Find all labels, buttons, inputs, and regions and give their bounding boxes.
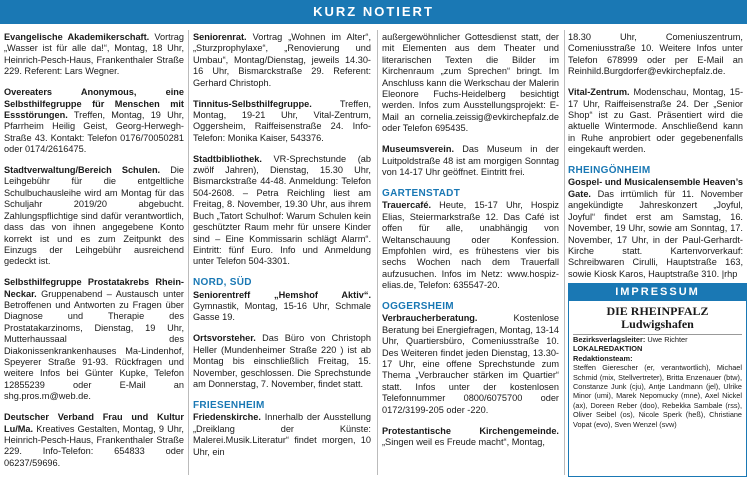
notice-item: [193, 333, 371, 390]
notice-item: [568, 32, 743, 78]
notice-body: Treffen, Montag, 19 Uhr, Pfarrheim Heilig Geist, Georg-Herwegh-Straße 43. Kontakt: Telefon 0176/70050281 oder 0174/2616475.: [4, 109, 184, 155]
notice-body: 18.30 Uhr, Comeniuszentrum, Comeniusstraße 10. Weitere Infos unter Telefon 678999 oder per E-Mail an Reinhild.Burgdorfer@evkirchepfalz.de.: [568, 32, 743, 77]
notice-title: Museumsverein.: [382, 144, 454, 155]
notice-body: Das irrtümlich für 11. November angekündigte Jahreskonzert „Joyful, Joyful“ findet erst am Samstag, 16. November, 19 Uhr, sowie am Sonntag, 17. November, 17 Uhr, in der Paul-Gerhardt-Kirche statt. Kartenvorverkauf: Schreibwaren Cirulli, Hauptstraße 163, sowie Kiosk Karos, Hauptstraße 310. |rhp: [568, 188, 743, 279]
notice-title: Evangelische Akademikerschaft.: [4, 32, 150, 42]
impressum-heading: IMPRESSUM: [569, 284, 746, 301]
newspaper-title: DIE RHEINPFALZ: [606, 304, 709, 318]
notice-item: [4, 277, 184, 402]
notice-title: Protestantische Kirchengemeinde.: [382, 425, 559, 436]
edition-title: Ludwigshafen: [573, 318, 742, 335]
notice-item: [382, 32, 559, 135]
impressum-box: [568, 283, 747, 477]
notice-item: [193, 99, 371, 145]
notice-body: Die Leihgebühr für die entgeltliche Schulbuchausleihe wird am Montag für das Schuljahr 2019/20 abgebucht. Zahlungspflichtige sind dafür verantwortlich, dass das von ihnen angegebene Konto korrekt ist und es zum Zeitpunkt des Einzugs der Leihgebühr ausreichend gedeckt ist.: [4, 165, 184, 267]
notice-title: Ortsvorsteher.: [193, 333, 256, 344]
column-2: [193, 32, 371, 467]
column-1: [4, 32, 184, 479]
notice-item: [193, 154, 371, 268]
district-heading: OGGERSHEIM: [382, 301, 454, 313]
district-heading: FRIESENHEIM: [193, 399, 265, 411]
notice-body: Vortrag „Wasser ist für alle da!“, Montag, 18 Uhr, Heinrich-Pesch-Haus, Frankenthaler Straße 229. Referent: Lars Wegner.: [4, 32, 184, 77]
notice-item: [4, 165, 184, 268]
notice-body: Heute, 15-17 Uhr, Hospiz Elias, Steiermarkstraße 12. Das Café ist offen für alle, unabhängig von Weltanschauung oder Konfession. Empfohlen wird, es frühestens vier bis sechs Wochen nach dem Trauerfall aufzusuchen. Infos im Netz: www.hospiz-elias.de, Telefon: 635547-20.: [382, 200, 559, 291]
notice-item: [382, 313, 559, 416]
notice-title: Selbsthilfegruppe Prostatakrebs Rhein-Neckar.: [4, 277, 184, 299]
notice-body: Treffen, Montag, 19-21 Uhr, Vital-Zentrum, Oggersheim, Raiffeisenstraße 24. Info-Telefon: Monika Kaiser, 543376.: [193, 98, 371, 143]
notice-body: Gruppenabend – Austausch unter Betroffenen und Antworten zu Fragen über Diagnose und Therapie des Prostatakarzinoms, Dienstag, 19 Uhr, Mutterhaussaal des Diakonissenkrankenhauses Ma-Lindenhof, Speyerer Straße 91-93. Rückfragen und weitere Infos bei Günter Kupke, Telefon 12855239 oder E-Mail an shg.pros.m@web.de.: [4, 288, 184, 402]
notice-item: [568, 177, 743, 280]
notice-body: Modenschau, Montag, 15-17 Uhr, Raiffeisenstraße 24. Der „Senior Shop“ ist zu Gast. Präsentiert wird die aktuelle Wintermode. Anschließend kann in Ruhe anprobiert oder gegebenenfalls eingekauft werden.: [568, 87, 743, 155]
notice-body: VR-Sprechstunde (ab zwölf Jahren), Dienstag, 15.30 Uhr, Bismarckstraße 44-48. Anmeldung: Telefon 504-2608. – Petra Reichling liest am Freitag, 8. November, 19.30 Uhr, aus ihrem Buch „Tatort Schulhof: Warum Schulen kein geschützter Raum mehr für unsere Kinder sind – Eine Kommissarin schlägt Alarm“. Eintritt: fünf Euro. Info und Anmeldung unter Telefon 504-3301.: [193, 153, 371, 267]
notice-body: Gymnastik, Montag, 15-16 Uhr, Schmale Gasse 19.: [193, 301, 371, 323]
notice-body: Kostenlose Beratung bei Energiefragen, Montag, 13-14 Uhr, Quartiersbüro, Comeniusstraße 10. Des Weiteren findet jeden Dienstag, 13.30-17 Uhr, eine offene Sprechstunde zum Thema „Verbraucher stärken im Quartier“ statt. Infos unter der kostenlosen Telefonnummer 0800/6075700 oder 0172/3199-205 oder -220.: [382, 313, 559, 415]
editorial-heading: LOKALREDAKTION: [573, 344, 643, 354]
notice-title: Seniorentreff „Hemshof Aktiv“.: [193, 289, 371, 300]
notice-body: Innerhalb der Ausstellung „Dreiklang der Künste: Malerei.Musik.Literatur“ findet morgen, 10 Uhr, ein: [193, 412, 371, 457]
staff-label-line: [569, 354, 746, 363]
notice-item: [568, 87, 743, 155]
notice-item: [382, 200, 559, 291]
notice-body: Vortrag „Wohnen im Alter“, „Sturzprophylaxe“, „Renovierung und Umbau“, Montag/Dienstag, jeweils 14.30-16 Uhr, Bismarckstraße 29. Referent: Gerhard Christoph.: [193, 32, 371, 88]
notice-item: [382, 144, 559, 178]
notice-body: Kreatives Gestalten, Montag, 9 Uhr, Heinrich-Pesch-Haus, Frankenthaler Straße 229. Info-Telefon: 654833 oder 06237/59696.: [4, 423, 184, 468]
notice-item: [4, 32, 184, 78]
district-heading: RHEINGÖNHEIM: [568, 165, 651, 177]
district-heading: GARTENSTADT: [382, 187, 461, 199]
notice-body: Das Museum in der Luitpoldstraße 48 ist am morgigen Sonntag von 14-17 Uhr geöffnet. Eintritt frei.: [382, 144, 559, 177]
section-banner: KURZ NOTIERT: [0, 0, 747, 24]
notice-item: [4, 412, 184, 469]
notice-title: Tinnitus-Selbsthilfegruppe.: [193, 98, 312, 109]
column-divider: [377, 30, 378, 475]
publisher-line: [569, 335, 746, 344]
notice-title: Deutscher Verband Frau und Kultur Lu/Ma.: [4, 412, 184, 434]
notice-body: außergewöhnlicher Gottesdienst statt, der mit Elementen aus dem Theater und literarischen Texten die Bilder im Kirchenraum „zum Sprechen“ bringt. Im Anschluss kann die Werkschau der Malerin Eleonore Fuchs-Heidelberg besichtigt werden. Infos zum Ausstellungsprojekt: E-Mail an cornelia.zeissig@evkirchepfalz.de oder Telefon 695435.: [382, 32, 559, 134]
notice-title: Overeaters Anonymous, eine Selbsthilfegruppe für Menschen mit Essstörungen.: [4, 87, 184, 120]
notice-title: Vital-Zentrum.: [568, 87, 630, 98]
notice-item: [193, 290, 371, 324]
staff-list: Steffen Gierescher (er, verantwortlich), Michael Schmid (mix, Stellvertreter), Britta Enzenauer (btw), Constanze Junk (cju), Antje Landmann (jel), Ulrike Minor (umi), Marek Nepomucky (mne), Axel Nickel (ax), Doreen Reber (doo), Rebekka Sambale (rss), Oliver Seibel (os), Nicole Sperk (heß), Christiane Vopat (evo), Sven Wenzel (svw): [573, 363, 742, 429]
editorial-label: [569, 344, 746, 353]
notice-item: [382, 426, 559, 449]
notice-title: Seniorenrat.: [193, 32, 247, 42]
notice-title: Gospel- und Musicalensemble Heaven’s Gate.: [568, 177, 743, 199]
column-4: [568, 32, 743, 290]
notice-body: Das Büro von Christoph Heller (Mundenheimer Straße 220 ) ist ab Montag bis einschließlich Freitag, 15. November, geschlossen. Die Sprechstunde am Donnerstag, 7. November, findet statt.: [193, 333, 371, 389]
notice-body: „Singen weil es Freude macht“, Montag,: [382, 437, 545, 447]
publisher-label: Bezirksverlagsleiter:: [573, 335, 646, 344]
notice-item: [4, 87, 184, 155]
district-heading: NORD, SÜD: [193, 277, 252, 289]
column-divider: [564, 30, 565, 475]
publisher-name: Uwe Richter: [645, 335, 688, 344]
notice-title: Stadtbibliothek.: [193, 153, 262, 164]
notice-title: Friedenskirche.: [193, 412, 261, 423]
notice-item: [193, 32, 371, 89]
column-3: [382, 32, 559, 458]
notice-title: Verbraucherberatung.: [382, 313, 478, 324]
notice-title: Stadtverwaltung/Bereich Schulen.: [4, 165, 161, 176]
notice-item: [193, 412, 371, 458]
notice-title: Trauercafé.: [382, 200, 432, 211]
column-divider: [188, 30, 189, 475]
staff-label: Redaktionsteam:: [573, 353, 633, 363]
